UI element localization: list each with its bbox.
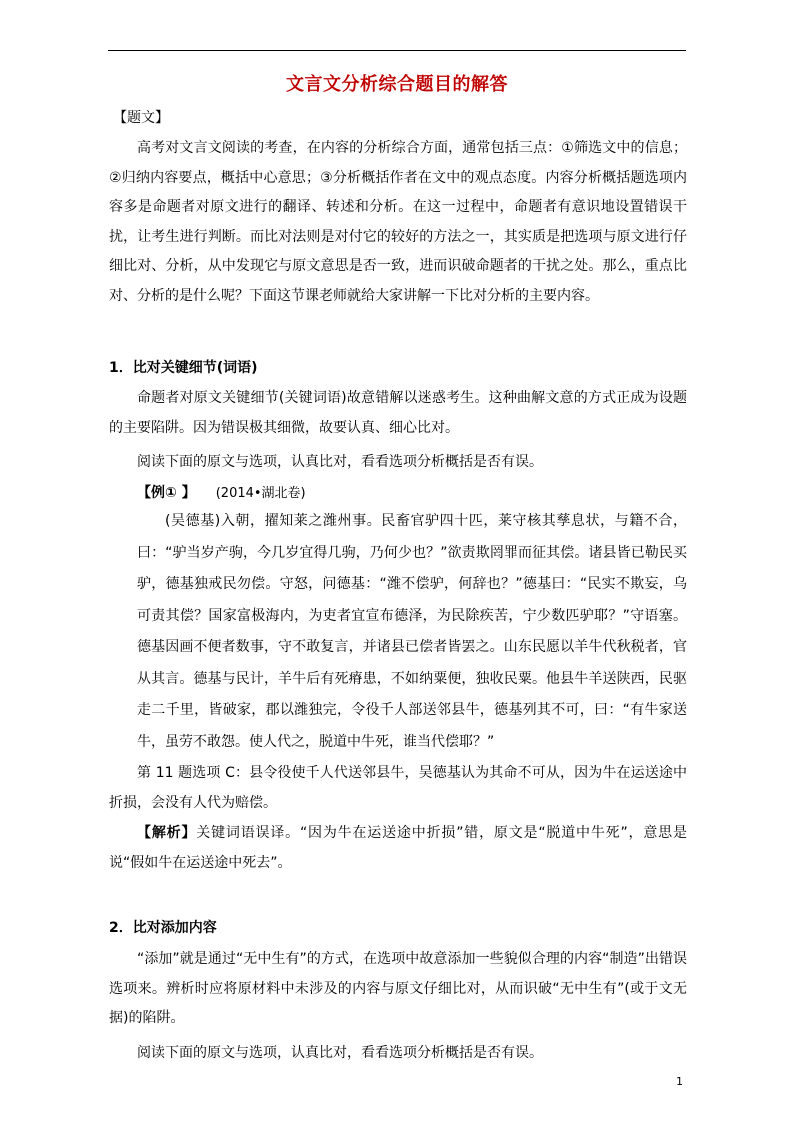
example-label: 【例① 】 <box>137 485 196 501</box>
section1-heading: 1．比对关键细节(词语) <box>109 360 258 376</box>
example-1-line <box>137 479 306 509</box>
page-number: 1 <box>676 1075 683 1088</box>
document-title: 文言文分析综合题目的解答 <box>286 74 508 95</box>
section2-heading: 2．比对添加内容 <box>109 920 217 936</box>
section2-paragraph-2: 阅读下面的原文与选项，认真比对，看看选项分析概括是否有误。 <box>137 1045 543 1061</box>
label-tiwen: 【题文】 <box>113 110 169 126</box>
analysis-text: 关键词语误译。“因为牛在运送途中折损”错，原文是“脱道中牛死”，意思是说“假如牛在运送途中死去”。 <box>109 825 687 871</box>
example-option: 第 11 题选项 C：县令役使千人代送邻县牛，吴德基认为其命不可从，因为牛在运送途中折损，会没有人代为赔偿。 <box>109 765 687 811</box>
section1-paragraph-1: 命题者对原文关键细节(关键词语)故意错解以迷惑考生。这种曲解文意的方式正成为设题的主要陷阱。因为错误极其细微，故要认真、细心比对。 <box>109 390 687 436</box>
example-quote: (吴德基)入朝，擢知莱之潍州事。民畜官驴四十匹，莱守核其孳息状，与籍不合，曰：“驴当岁产驹，今几岁宜得几驹，乃何少也？”欲责欺罔罪而征其偿。诸县皆已勒民买驴，德基独戒民勿偿。守怒，问德基：“潍不偿驴，何辞也？”德基曰：“民实不欺妄，乌可责其偿？国家富极海内，为吏者宜宣布德泽，为民除疾苦，宁少数匹驴耶？”守语塞。德基因画不便者数事，守不敢复言，并诸县已偿者皆罢之。山东民愿以羊牛代秋税者，官从其言。德基与民计，羊牛后有死瘠患，不如纳粟便，独收民粟。他县牛羊送陕西，民驱走二千里，皆破家，郡以潍独完，令役千人部送邻县牛，德基列其不可，曰：“有牛家送牛，虽劳不敢怨。使人代之，脱道中牛死，谁当代偿耶？” <box>137 513 687 750</box>
analysis-label: 【解析】 <box>137 825 197 841</box>
intro-paragraph: 高考对文言文阅读的考查，在内容的分析综合方面，通常包括三点：①筛选文中的信息；②归纳内容要点，概括中心意思；③分析概括作者在文中的观点态度。内容分析概括题选项内容多是命题者对原文进行的翻译、转述和分析。在这一过程中，命题者有意识地设置错误干扰，让考生进行判断。而比对法则是对付它的较好的方法之一，其实质是把选项与原文进行仔细比对、分析，从中发现它与原文意思是否一致，进而识破命题者的干扰之处。那么，重点比对、分析的是什么呢？下面这节课老师就给大家讲解一下比对分析的主要内容。 <box>109 140 687 304</box>
example-analysis <box>109 819 687 878</box>
section1-paragraph-2: 阅读下面的原文与选项，认真比对，看看选项分析概括是否有误。 <box>137 454 543 470</box>
header-rule <box>108 50 686 51</box>
section2-paragraph-1: “添加”就是通过“无中生有”的方式，在选项中故意添加一些貌似合理的内容“制造”出错误选项来。辨析时应将原材料中未涉及的内容与原文仔细比对，从而识破“无中生有”(或于文无据)的陷阱。 <box>109 951 687 1026</box>
example-source: (2014•湖北卷) <box>215 486 306 501</box>
